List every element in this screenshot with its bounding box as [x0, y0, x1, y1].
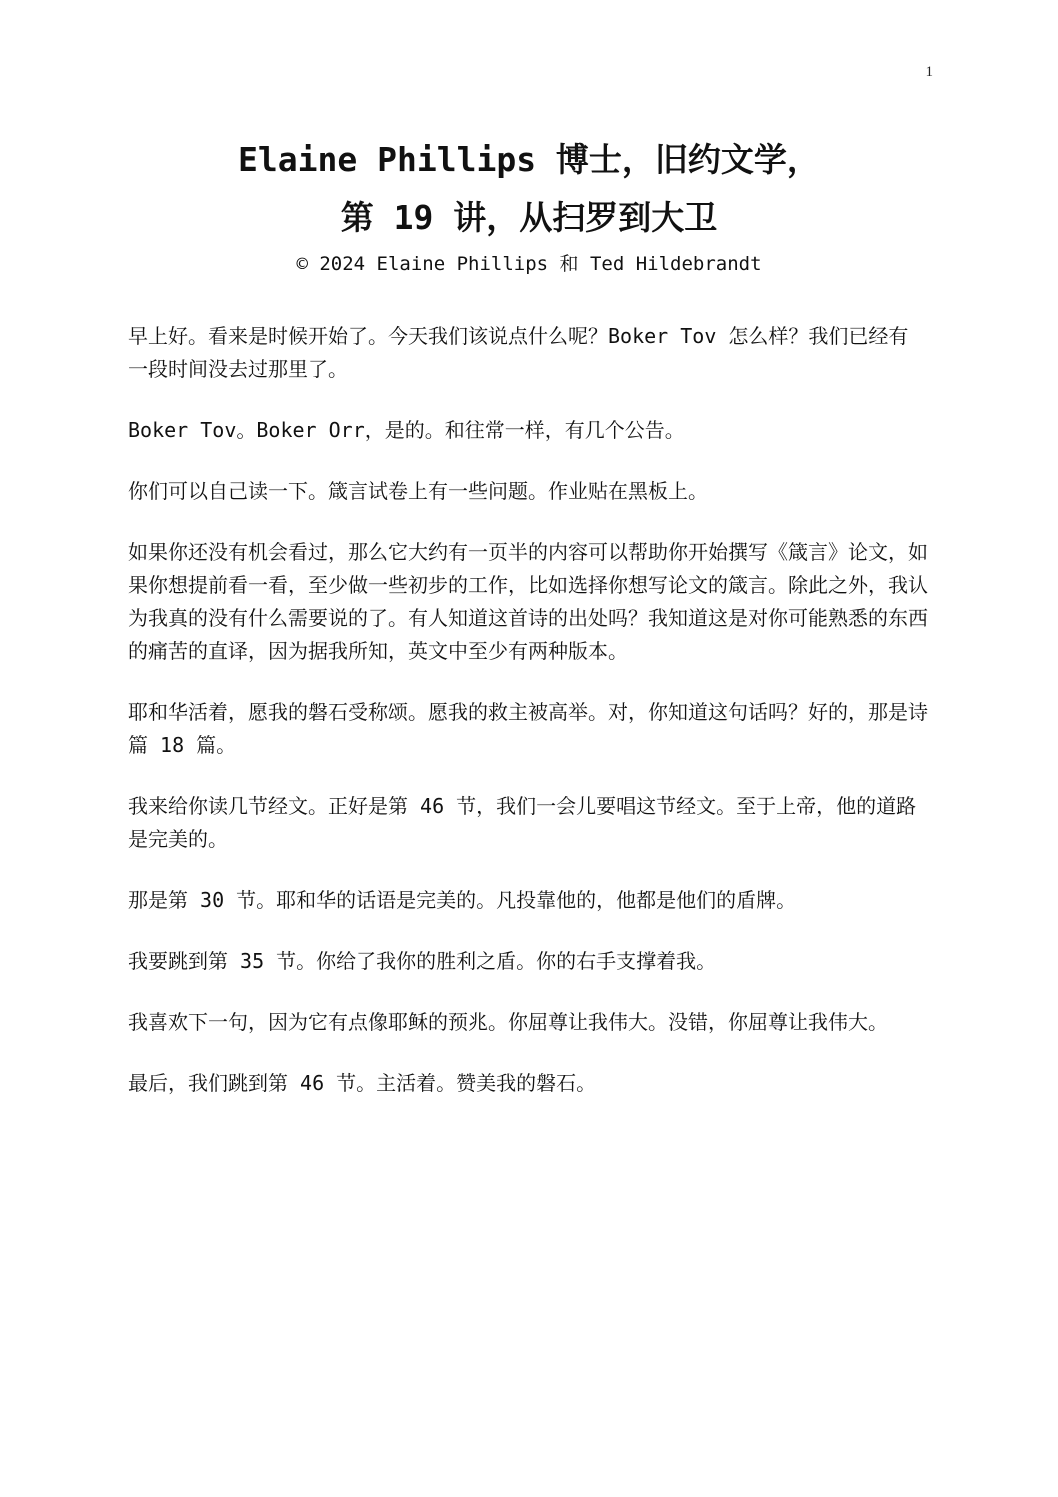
title-line-1: Elaine Phillips 博士，旧约文学，: [238, 140, 820, 179]
title-block: [0, 140, 1058, 276]
paragraph: 那是第 30 节。耶和华的话语是完美的。凡投靠他的，他都是他们的盾牌。: [128, 888, 797, 912]
page-number: 1: [925, 64, 933, 80]
body-text: [128, 320, 928, 1128]
paragraph: 早上好。看来是时候开始了。今天我们该说点什么呢？Boker Tov 怎么样？我们已经有一段时间没去过那里了。: [128, 324, 909, 381]
paragraph: 我来给你读几节经文。正好是第 46 节，我们一会儿要唱这节经文。至于上帝，他的道路是完美的。: [128, 794, 917, 851]
paragraph: 如果你还没有机会看过，那么它大约有一页半的内容可以帮助你开始撰写《箴言》论文，如果你想提前看一看，至少做一些初步的工作，比如选择你想写论文的箴言。除此之外，我认为我真的没有什么需要说的了。有人知道这首诗的出处吗？我知道这是对你可能熟悉的东西的痛苦的直译，因为据我所知，英文中至少有两种版本。: [128, 540, 928, 663]
paragraph: Boker Tov。Boker Orr，是的。和往常一样，有几个公告。: [128, 418, 685, 442]
copyright-line: © 2024 Elaine Phillips 和 Ted Hildebrandt: [296, 253, 762, 275]
paragraph: 耶和华活着，愿我的磐石受称颂。愿我的救主被高举。对，你知道这句话吗？好的，那是诗篇 18 篇。: [128, 700, 928, 757]
paragraph: 你们可以自己读一下。箴言试卷上有一些问题。作业贴在黑板上。: [128, 479, 708, 503]
paragraph: 最后，我们跳到第 46 节。主活着。赞美我的磐石。: [128, 1071, 597, 1095]
paragraph: 我要跳到第 35 节。你给了我你的胜利之盾。你的右手支撑着我。: [128, 949, 717, 973]
paragraph: 我喜欢下一句，因为它有点像耶稣的预兆。你屈尊让我伟大。没错，你屈尊让我伟大。: [128, 1010, 888, 1034]
title-line-2: 第 19 讲，从扫罗到大卫: [340, 198, 718, 237]
